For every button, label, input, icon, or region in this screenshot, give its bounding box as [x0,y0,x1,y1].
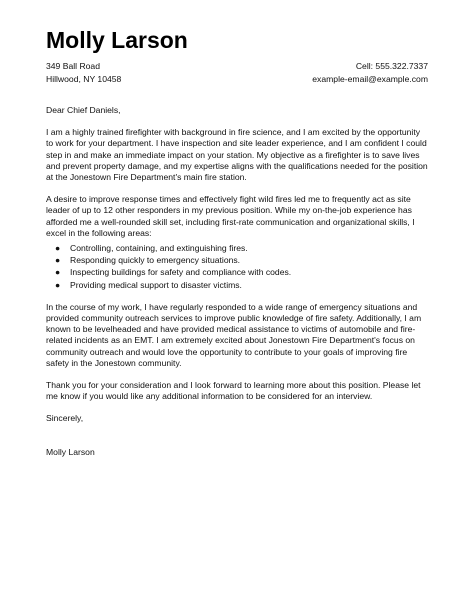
paragraph-outreach: In the course of my work, I have regularly responded to a wide range of emergency situations and provided community outreach services to improve public knowledge of fire safety. Additionally, I am known to be levelheaded and have provided medical assistance to victims of automobile and fire-related incidents as an EMT. I am extremely excited about Jonestown Fire Department's focus on community outreach and would love the opportunity to contribute to your goals of improving fire safety in the Jonestown community. [46,301,422,368]
email-address: example-email@example.com [312,74,428,84]
salutation: Dear Chief Daniels, [46,105,121,115]
address-line-1: 349 Ball Road [46,61,100,71]
skill-text: Responding quickly to emergency situations. [70,255,241,266]
skill-text: Providing medical support to disaster victims. [70,279,242,290]
list-item [46,254,428,266]
bullet-icon: ● [55,267,61,278]
list-item [46,242,428,254]
address-line-2: Hillwood, NY 10458 [46,74,122,84]
phone-number: Cell: 555.322.7337 [355,61,428,71]
contact-row-2 [46,73,428,86]
paragraph-thanks: Thank you for your consideration and I look forward to learning more about this position. Please let me know if you would like any additional information to be considered for an interview. [46,380,421,402]
cover-letter-page [46,26,428,458]
paragraph-experience: A desire to improve response times and effectively fight wild fires led me to frequently act as site leader of up to 12 other responders in my previous position. While my on-the-job experience has afforded me a well-rounded skill set, including first-rate communication and organizational skills, I excel in the following areas: [46,194,415,238]
contact-row-1 [46,60,428,73]
paragraph-intro: I am a highly trained firefighter with background in fire science, and I am excited by the opportunity to work for your department. I have inspection and site leader experience, and I am confident I could step in and make an immediate impact on your station. My objective as a firefighter is to save lives and prevent property damage, and my expertise aligns with the qualifications needed for the position at the Jonestown Fire Department's main fire station. [46,127,428,183]
skills-list [46,242,428,291]
bullet-icon: ● [55,255,61,266]
letter-body [46,105,428,458]
list-item [46,279,428,291]
list-item [46,266,428,278]
signature-name: Molly Larson [46,446,95,457]
closing: Sincerely, [46,413,84,424]
bullet-icon: ● [55,279,61,290]
skill-text: Controlling, containing, and extinguishing fires. [70,243,248,254]
applicant-name: Molly Larson [46,27,188,53]
bullet-icon: ● [55,243,61,254]
skill-text: Inspecting buildings for safety and compliance with codes. [70,267,292,278]
